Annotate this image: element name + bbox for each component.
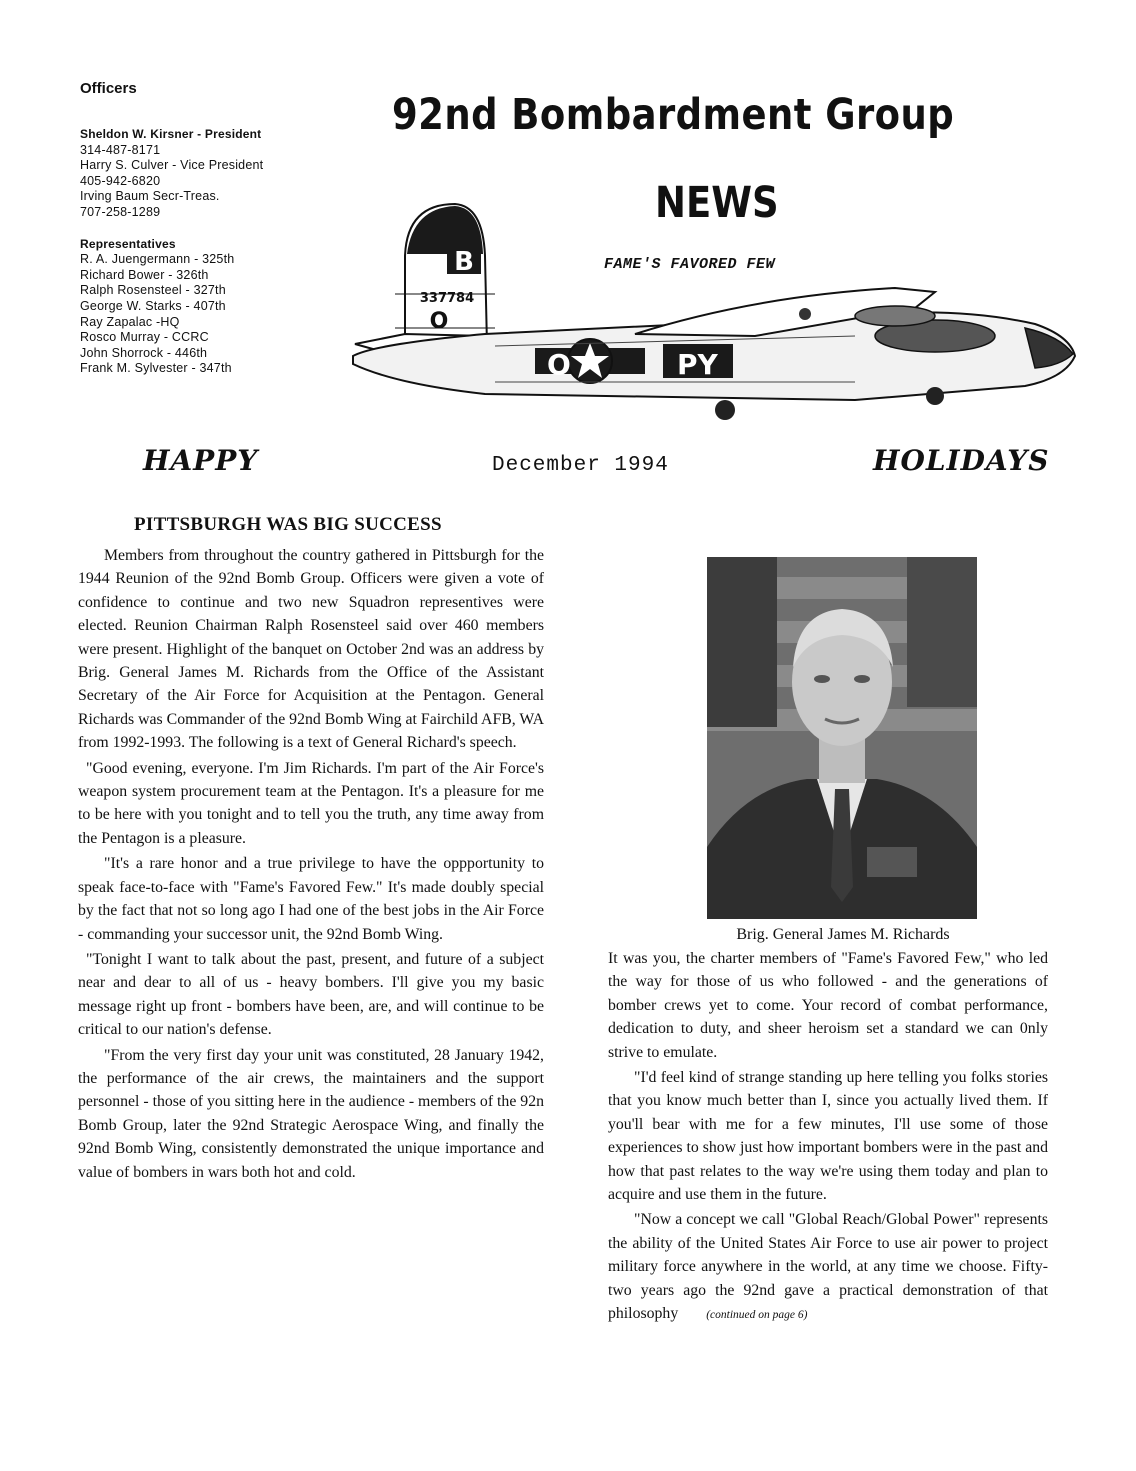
officer-line: 405-942-6820 xyxy=(80,173,161,188)
representatives-heading: Representatives xyxy=(80,236,176,251)
article-paragraph: "I'd feel kind of strange standing up here telling you folks stories that you know much better than I, since you actually lived them. If you'll bear with me for a few minutes, I'll use some of those experiences to show just how important bombers were in the past and how that past relates to the way we're using them today and plan to acquire and use them in the future. xyxy=(608,1069,1049,1204)
article-paragraph: "Good evening, everyone. I'm Jim Richards. I'm part of the Air Force's weapon system procurement team at the Pentagon. It's a pleasure for me to be here with you tonight and to tell you the truth, any time away from the Pentagon is a pleasure. xyxy=(78,759,544,847)
greeting-right: HOLIDAYS xyxy=(873,444,1050,477)
issue-date: December 1994 xyxy=(492,454,669,477)
officer-line: 314-487-8171 xyxy=(80,142,161,157)
representative-line: Ray Zapalac -HQ xyxy=(80,314,180,329)
representative-line: Rosco Murray - CCRC xyxy=(80,330,209,345)
photo-caption: Brig. General James M. Richards xyxy=(736,926,950,943)
fuselage-code-left: O xyxy=(547,348,571,381)
tail-serial: 337784 xyxy=(419,291,475,306)
officer-line: Sheldon W. Kirsner - President xyxy=(80,127,262,141)
b17-bomber-illustration xyxy=(335,196,1080,426)
representative-line: Richard Bower - 326th xyxy=(80,267,209,282)
article-title: PITTSBURGH WAS BIG SUCCESS xyxy=(134,514,442,535)
masthead-title: 92nd Bombardment Group xyxy=(392,90,955,140)
article-left-column xyxy=(78,544,544,1186)
officer-line: 707-258-1289 xyxy=(80,204,161,219)
representative-line: John Shorrock - 446th xyxy=(80,345,208,360)
article-paragraph: "Tonight I want to talk about the past, present, and future of a subject near and dear to all of us - heavy bombers. I'll give you my basic message right up front - bombers have been, are, and will continue to be critical to our nation's defense. xyxy=(78,950,544,1039)
masthead-news: NEWS xyxy=(655,178,779,228)
officers-heading: Officers xyxy=(80,80,137,97)
article-paragraph: "It's a rare honor and a true privilege to have the oppportunity to speak face-to-face with "Fame's Favored Few." It's made doubly special by the fact that not so long ago I had one of the best jobs in the Air Force - commanding your successor unit, the 92nd Bomb Wing. xyxy=(78,855,544,943)
representative-line: R. A. Juengermann - 325th xyxy=(80,252,235,267)
officer-line: Irving Baum Secr-Treas. xyxy=(80,189,220,204)
officer-line: Harry S. Culver - Vice President xyxy=(80,158,264,173)
article-paragraph: "From the very first day your unit was constituted, 28 January 1942, the performance of the air crews, the maintainers and the support personnel - those of you sitting here in the audience - members of the 92n Bomb Group, later the 92nd Strategic Aerospace Wing, and finally the 92nd Bomb Wing, consistently demonstrated the unique importance and value of bombers in wars both hot and cold. xyxy=(78,1046,544,1181)
officers-sidebar xyxy=(80,80,340,377)
fuselage-code-right: PY xyxy=(677,348,718,381)
tail-letter: B xyxy=(454,247,474,277)
article-right-column xyxy=(608,947,1048,1330)
greeting-left: HAPPY xyxy=(143,444,259,477)
representative-line: Frank M. Sylvester - 347th xyxy=(80,361,232,376)
continued-note: (continued on page 6) xyxy=(706,1309,808,1322)
representative-line: Ralph Rosensteel - 327th xyxy=(80,283,226,298)
general-richards-portrait xyxy=(707,557,977,919)
tail-code: O xyxy=(429,309,449,334)
article-paragraph-text: "Now a concept we call "Global Reach/Global Power" represents the ability of the United States Air Force to use air power to project military force anywhere in the world, at any time we choose. Fifty-two years ago the 92nd gave a practical demonstration of that philosophy xyxy=(608,1211,1048,1323)
article-paragraph: Members from throughout the country gathered in Pittsburgh for the 1944 Reunion of the 92nd Bomb Group. Officers were given a vote of confidence to continue and two new Squadron representives were elected. Reunion Chairman Ralph Rosensteel said over 460 members were present. Highlight of the banquet on October 2nd was an address by Brig. General James M. Richards from the Office of the Assistant Secretary of the Air Force for Acquisition at the Pentagon. General Richards was Commander of the 92nd Bomb Wing at Fairchild AFB, WA from 1992-1993. The following is a text of General Richard's speech. xyxy=(78,547,544,752)
article-paragraph: It was you, the charter members of "Fame's Favored Few," who led the way for those of us who followed - and the generations of bomber crews yet to come. Your record of combat performance, dedication to duty, and sheer heroism set a standard we can 0nly strive to emulate. xyxy=(608,950,1048,1061)
masthead-tagline: FAME'S FAVORED FEW xyxy=(604,256,776,273)
representative-line: George W. Starks - 407th xyxy=(80,298,226,313)
article-paragraph xyxy=(608,1208,1048,1327)
